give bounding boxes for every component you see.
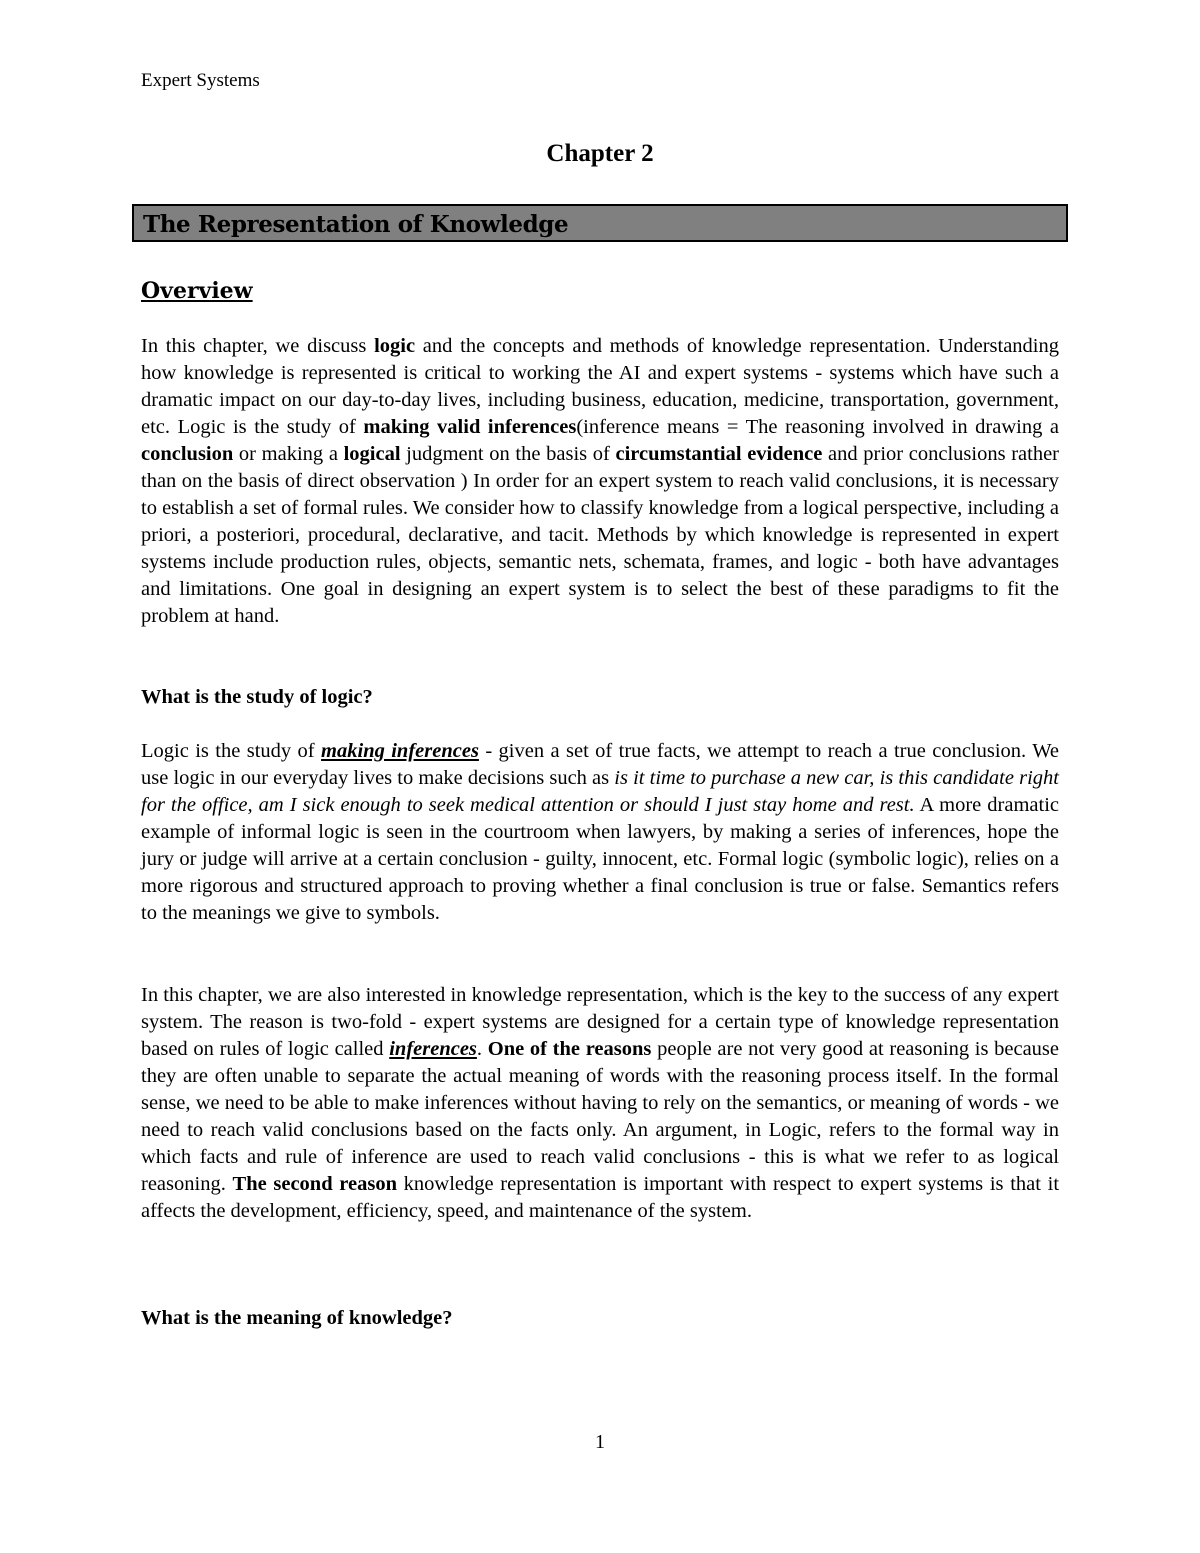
emphasized-term: inferences: [389, 1038, 477, 1060]
text-run: - given a set of true facts, we attempt to reach a true conclusion. We use logic in our everyday lives to make decisions such as: [141, 740, 1059, 789]
text-run: people are not very good at reasoning is because they are often unable to separate the actual meaning of words with the reasoning process itself. In the formal sense, we need to be able to make inferences without having to rely on the semantics, or meaning of words - we need to reach valid conclusions based on the facts only. An argument, in Logic, refers to the formal way in which facts and rule of inference are used to reach valid conclusions - this is what we refer to as logical reasoning.: [141, 1038, 1060, 1195]
bold-term: making valid inferences: [363, 416, 577, 438]
italic-examples: is it time to purchase a new car, is this candidate right for the office, am I sick enough to seek medical attention or should I just stay home and rest.: [141, 767, 1059, 816]
chapter-title: Chapter 2: [546, 140, 654, 167]
text-run: knowledge representation is important with respect to expert systems is that it affects the development, efficiency, speed, and maintenance of the system.: [141, 1173, 1060, 1222]
overview-paragraph: [141, 333, 1059, 630]
text-run: and prior conclusions rather than on the basis of direct observation ) In order for an expert system to reach valid conclusions, it is necessary to establish a set of formal rules. We consider how to classify knowledge from a logical perspective, including a priori, a posteriori, procedural, declarative, and tacit. Methods by which knowledge is represented in expert systems include production rules, objects, semantic nets, schemata, frames, and logic - both have advantages and limitations. One goal in designing an expert system is to select the best of these paradigms to fit the problem at hand.: [141, 443, 1060, 627]
bold-term: logic: [374, 335, 416, 357]
question-heading-knowledge: What is the meaning of knowledge?: [141, 1307, 453, 1329]
bold-term: logical: [343, 443, 401, 465]
bold-term: conclusion: [141, 443, 234, 465]
text-run: In this chapter, we are also interested in knowledge representation, which is the key to the success of any expert system. The reason is two-fold - expert systems are designed for a certain type of knowledge representation based on rules of logic called: [141, 984, 1059, 1060]
text-run: (inference means = The reasoning involved in drawing a: [576, 416, 1059, 438]
knowledge-representation-paragraph: [141, 982, 1059, 1225]
question-heading-logic: What is the study of logic?: [141, 686, 373, 708]
bold-term: The second reason: [232, 1173, 397, 1195]
text-run: Logic is the study of: [141, 740, 322, 762]
text-run: A more dramatic example of informal logic is seen in the courtroom when lawyers, by making a series of inferences, hope the jury or judge will arrive at a certain conclusion - guilty, innocent, etc. Formal logic (symbolic logic), relies on a more rigorous and structured approach to proving whether a final conclusion is true or false. Semantics refers to the meanings we give to symbols.: [141, 794, 1060, 924]
logic-paragraph: [141, 738, 1059, 927]
page-number: 1: [595, 1431, 605, 1453]
text-run: .: [476, 1038, 488, 1060]
bold-term: One of the reasons: [487, 1038, 652, 1060]
bold-term: circumstantial evidence: [615, 443, 823, 465]
running-header: Expert Systems: [141, 70, 260, 91]
text-run: judgment on the basis of: [400, 443, 616, 465]
emphasized-term: making inferences: [321, 740, 479, 762]
text-run: and the concepts and methods of knowledge representation. Understanding how knowledge is represented is critical to working the AI and expert systems - systems which have such a dramatic impact on our day-to-day lives, including business, education, medicine, transportation, government, etc. Logic is the study of: [141, 335, 1059, 438]
section-title-box: [132, 204, 1068, 242]
overview-heading: Overview: [141, 278, 253, 304]
text-run: or making a: [233, 443, 344, 465]
section-title: The Representation of Knowledge: [143, 211, 569, 238]
text-run: In this chapter, we discuss: [141, 335, 375, 357]
